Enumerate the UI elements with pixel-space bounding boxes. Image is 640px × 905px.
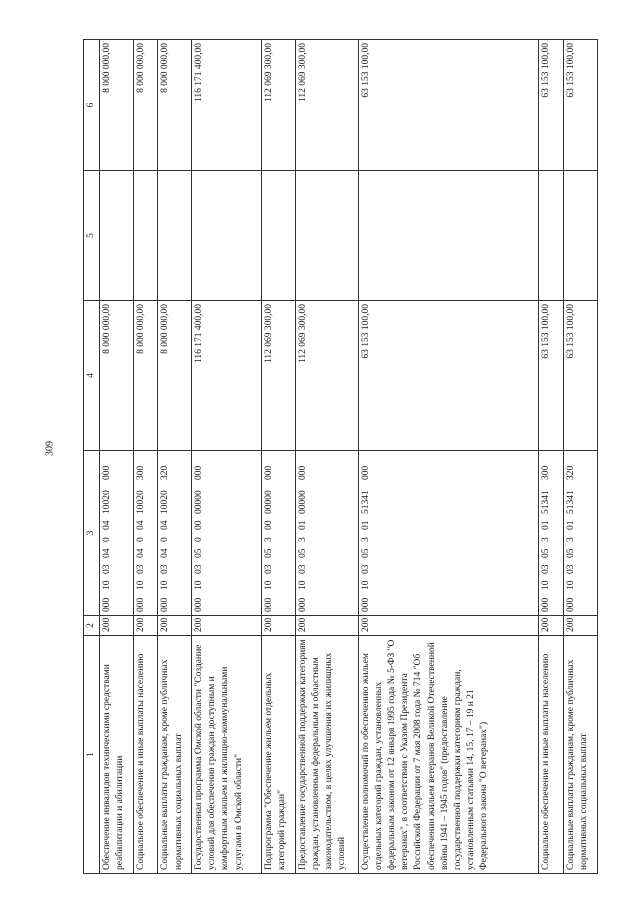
code-segment: 04 (135, 520, 146, 530)
code-segment: 0 (101, 537, 112, 542)
row-budget-code-cell (262, 451, 296, 616)
table-row (262, 40, 296, 874)
code-segment: 000 (361, 465, 372, 480)
row-budget-code-cell (295, 451, 358, 616)
code-segment: 03 (361, 564, 372, 574)
code-segment: 000 (361, 597, 372, 612)
table-row (99, 40, 133, 874)
row-amount-col5-cell (539, 171, 564, 301)
table-row (539, 40, 564, 874)
code-segment: 04 (160, 548, 171, 558)
row-amount-col4-cell: 63 153 100,00 (564, 301, 598, 451)
code-segment: 000 (541, 597, 552, 612)
code-segment: 3 (566, 537, 577, 542)
code-segment: 10020 (160, 490, 171, 514)
row-admin-code-cell: 200 (295, 616, 358, 636)
code-segment: 04 (101, 548, 112, 558)
code-segment: 3 (361, 537, 372, 542)
code-segment: 3 (264, 537, 275, 542)
row-name-cell: Государственная программа Омской области "Создание условий для обеспечения граждан доступным и комфортным жильем и жилищно-коммунальными услугами в Омской области" (192, 636, 262, 874)
table-row (158, 40, 192, 874)
row-name-cell: Социальные выплаты гражданам, кроме публичных нормативных социальных выплат (564, 636, 598, 874)
row-amount-col6-cell: 8 000 000,00 (158, 40, 192, 171)
code-segment: 01 (297, 520, 308, 530)
code-segment: 00 (194, 520, 205, 530)
code-segment: 03 (160, 564, 171, 574)
code-segment: 01 (566, 520, 577, 530)
row-amount-col5-cell (133, 171, 158, 301)
row-amount-col4-cell: 8 000 000,00 (133, 301, 158, 451)
code-segment: 00000 (297, 490, 308, 514)
code-segment: 3 (541, 537, 552, 542)
row-amount-col6-cell: 63 153 100,00 (564, 40, 598, 171)
row-amount-col4-cell: 63 153 100,00 (539, 301, 564, 451)
row-budget-code-cell (539, 451, 564, 616)
page-number: 309 (44, 441, 56, 456)
code-segment: 00 (264, 520, 275, 530)
code-segment: 51341 (541, 490, 552, 514)
row-amount-col6-cell: 112 069 300,00 (295, 40, 358, 171)
code-segment: 01 (541, 520, 552, 530)
row-amount-col6-cell: 116 171 400,00 (192, 40, 262, 171)
code-segment: 3 (297, 537, 308, 542)
row-amount-col5-cell (564, 171, 598, 301)
code-segment: 05 (264, 548, 275, 558)
row-amount-col5-cell (158, 171, 192, 301)
code-segment: 03 (566, 564, 577, 574)
code-segment: 05 (361, 548, 372, 558)
row-admin-code-cell: 200 (539, 616, 564, 636)
row-amount-col5-cell (192, 171, 262, 301)
code-segment: 0 (135, 537, 146, 542)
code-segment: 10 (194, 580, 205, 590)
code-segment: 00000 (264, 490, 275, 514)
row-name-cell: Подпрограмма "Обеспечение жильем отдельных категорий граждан" (262, 636, 296, 874)
row-budget-code-cell (99, 451, 133, 616)
row-admin-code-cell: 200 (262, 616, 296, 636)
row-admin-code-cell: 200 (133, 616, 158, 636)
code-segment: 000 (160, 597, 171, 612)
code-segment: 05 (194, 548, 205, 558)
code-segment: 05 (297, 548, 308, 558)
row-admin-code-cell: 200 (192, 616, 262, 636)
column-number-3: 3 (84, 451, 100, 616)
table-row (295, 40, 358, 874)
code-segment: 000 (194, 465, 205, 480)
code-segment: 10 (135, 580, 146, 590)
code-segment: 00000 (194, 490, 205, 514)
row-amount-col4-cell: 8 000 000,00 (158, 301, 192, 451)
code-segment: 000 (264, 597, 275, 612)
code-segment: 04 (101, 520, 112, 530)
row-amount-col5-cell (262, 171, 296, 301)
code-segment: 000 (297, 597, 308, 612)
row-admin-code-cell: 200 (158, 616, 192, 636)
code-segment: 05 (566, 548, 577, 558)
code-segment: 320 (566, 465, 577, 480)
row-amount-col6-cell: 63 153 100,00 (539, 40, 564, 171)
code-segment: 10 (297, 580, 308, 590)
code-segment: 03 (135, 564, 146, 574)
code-segment: 10 (264, 580, 275, 590)
row-name-cell: Социальное обеспечение и иные выплаты населению (133, 636, 158, 874)
code-segment: 300 (135, 465, 146, 480)
code-segment: 05 (541, 548, 552, 558)
row-budget-code-cell (359, 451, 539, 616)
row-budget-code-cell (192, 451, 262, 616)
code-segment: 03 (101, 564, 112, 574)
row-admin-code-cell: 200 (359, 616, 539, 636)
budget-table (83, 39, 598, 874)
budget-table-body (84, 40, 598, 874)
column-number-1: 1 (84, 636, 100, 874)
row-admin-code-cell: 200 (99, 616, 133, 636)
code-segment: 03 (264, 564, 275, 574)
code-segment: 300 (541, 465, 552, 480)
code-segment: 320 (160, 465, 171, 480)
row-name-cell: Осуществление полномочий по обеспечению жильем отдельных категорий граждан, установленных федеральным законом от 12 января 1995 года № 5-ФЗ "О ветеранах", в соответствии с Указом Президента Российской Федерации от 7 мая 2008 года № 714 "Об обеспечении жильем ветеранов Великой Отечественной войны 1941 – 1945 годов" (предоставление государственной поддержки категориям граждан, установленным статьями 14, 15, 17 – 19 и 21 Федерального закона "О ветеранах") (359, 636, 539, 874)
column-number-4: 4 (84, 301, 100, 451)
row-amount-col4-cell: 116 171 400,00 (192, 301, 262, 451)
row-admin-code-cell: 200 (564, 616, 598, 636)
code-segment: 000 (135, 597, 146, 612)
row-amount-col5-cell (99, 171, 133, 301)
column-number-2: 2 (84, 616, 100, 636)
row-name-cell: Социальные выплаты гражданам, кроме публичных нормативных социальных выплат (158, 636, 192, 874)
code-segment: 000 (101, 597, 112, 612)
code-segment: 04 (135, 548, 146, 558)
table-row (133, 40, 158, 874)
code-segment: 10 (361, 580, 372, 590)
code-segment: 000 (194, 597, 205, 612)
row-budget-code-cell (133, 451, 158, 616)
code-segment: 10 (101, 580, 112, 590)
row-amount-col4-cell: 112 069 300,00 (262, 301, 296, 451)
code-segment: 04 (160, 520, 171, 530)
row-amount-col5-cell (295, 171, 358, 301)
code-segment: 51341 (566, 490, 577, 514)
code-segment: 10 (160, 580, 171, 590)
row-amount-col6-cell: 112 069 300,00 (262, 40, 296, 171)
code-segment: 000 (101, 465, 112, 480)
row-amount-col5-cell (359, 171, 539, 301)
table-row (359, 40, 539, 874)
row-name-cell: Обеспечение инвалидов техническими средствами реабилитации и абилитации (99, 636, 133, 874)
code-segment: 03 (297, 564, 308, 574)
row-amount-col4-cell: 8 000 000,00 (99, 301, 133, 451)
code-segment: 000 (264, 465, 275, 480)
code-segment: 10 (566, 580, 577, 590)
code-segment: 03 (194, 564, 205, 574)
code-segment: 51341 (361, 490, 372, 514)
code-segment: 000 (297, 465, 308, 480)
row-name-cell: Социальное обеспечение и иные выплаты населению (539, 636, 564, 874)
table-row (192, 40, 262, 874)
table-row (564, 40, 598, 874)
row-amount-col6-cell: 8 000 000,00 (99, 40, 133, 171)
row-budget-code-cell (564, 451, 598, 616)
budget-table-container (83, 40, 598, 874)
column-number-row (84, 40, 100, 874)
row-budget-code-cell (158, 451, 192, 616)
code-segment: 01 (361, 520, 372, 530)
code-segment: 000 (566, 597, 577, 612)
code-segment: 0 (160, 537, 171, 542)
code-segment: 0 (194, 537, 205, 542)
row-name-cell: Предоставление государственной поддержки категориям граждан, установленным федеральным и областным законодательством, в целях улучшения их жилищных условий (295, 636, 358, 874)
code-segment: 10020 (101, 490, 112, 514)
code-segment: 03 (541, 564, 552, 574)
code-segment: 10 (541, 580, 552, 590)
row-amount-col4-cell: 63 153 100,00 (359, 301, 539, 451)
row-amount-col4-cell: 112 069 300,00 (295, 301, 358, 451)
row-amount-col6-cell: 63 153 100,00 (359, 40, 539, 171)
code-segment: 10020 (135, 490, 146, 514)
column-number-5: 5 (84, 171, 100, 301)
column-number-6: 6 (84, 40, 100, 171)
row-amount-col6-cell: 8 000 000,00 (133, 40, 158, 171)
